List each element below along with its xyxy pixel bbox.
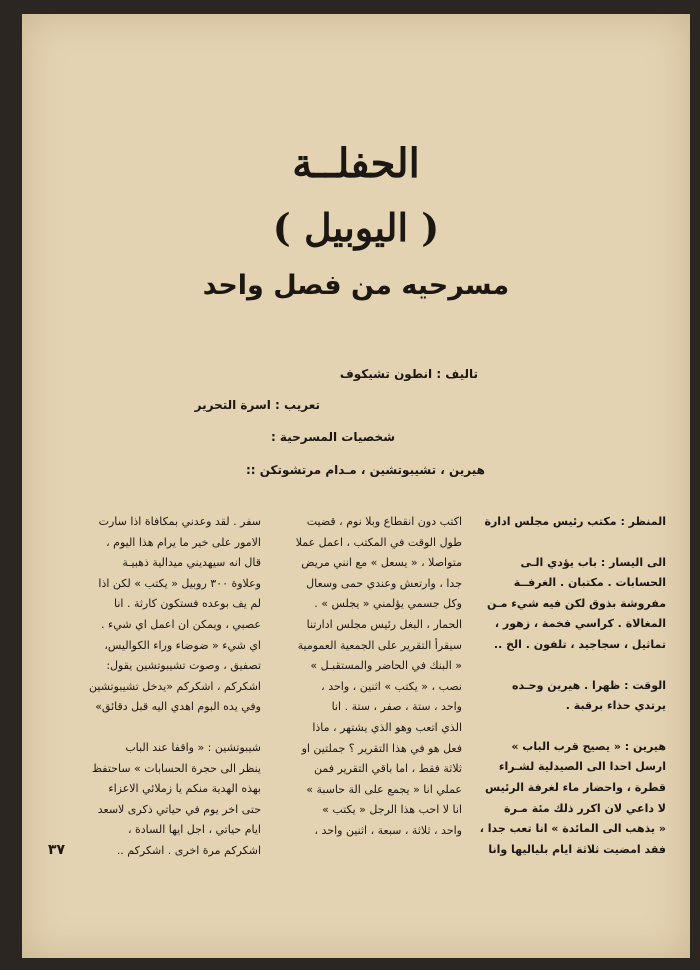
text-line: وكل جسمي يؤلمني « يجلس » . <box>314 597 462 611</box>
paragraph-gap <box>472 656 666 676</box>
characters-list: هيرين ، تشيبوتشين ، مـدام مرتشوتكن :: <box>245 463 485 477</box>
text-line: الحسابات . مكتبان . الغرفــة <box>513 576 666 590</box>
text-line: قال انه سيهديني ميدالية ذهبيـة <box>122 556 261 570</box>
text-column-1 <box>472 512 666 860</box>
paragraph-gap <box>69 718 261 738</box>
text-line: اي شيء « ضوضاء وراء الكواليس، <box>104 638 261 652</box>
text-line: المنظر : مكتب رئيس مجلس ادارة <box>484 515 666 528</box>
text-line: مفروشة بذوق لكن فيه شيء مـن <box>486 596 666 610</box>
text-line: « البنك في الحاضر والمستقبـل » <box>310 659 462 673</box>
text-line: ايام حياتي ، اجل ايها السادة ، <box>127 823 261 837</box>
text-line: المغالاة . كراسي فخمة ، زهور ، <box>494 617 666 631</box>
text-line: عملي انا « يجمع على الة حاسبة » <box>306 782 462 796</box>
paragraph-gap <box>472 533 666 553</box>
text-line: لا داعي لان اكرر ذلك مئة مـرة <box>503 801 666 815</box>
text-line: بهذه الهدية منكم يا زملائي الاعزاء <box>108 782 261 796</box>
text-line: ثلاثة فقط ، اما باقي التقرير فمن <box>313 762 462 776</box>
text-line: وعلاوة ٣٠٠ روبيل « يكتب » لكن اذا <box>98 576 261 590</box>
text-line: حتى اخر يوم في حياتي ذكرى لاسعد <box>97 802 261 816</box>
text-line: لم يف بوعده فستكون كارثة . انا <box>114 597 261 611</box>
text-line: سيقرأ التقرير على الجمعية العمومية <box>297 638 462 652</box>
text-line: متواصلا ، « يسعل » مع انني مريض <box>301 556 462 570</box>
adaptation-credit: تعريب : اسرة التحرير <box>194 398 320 412</box>
text-line: طول الوقت في المكتب ، اعمل عملا <box>295 535 462 549</box>
text-line: الوقت : ظهرا . هيرين وحـده <box>512 678 666 692</box>
text-line: الى اليسار : باب يؤدي الـى <box>520 555 666 569</box>
text-line: تماثيل ، سجاجيد ، تلفون . الخ .. <box>493 637 666 651</box>
play-subtitle: ( اليوبيل ) <box>272 205 440 250</box>
text-line: الذي اتعب وهو الذي يشتهر ، ماذا <box>312 720 462 734</box>
text-line: يرتدي حذاء برقبة . <box>565 699 666 713</box>
text-line: واحد ، ستة ، صفر ، ستة . انا <box>331 700 462 714</box>
text-line: ينظر الى حجرة الحسابات » ساحتفظ <box>91 761 261 775</box>
text-line: الحمار ، البغل رئيس مجلس ادارتنا <box>306 617 462 631</box>
text-line: ارسل احدا الى الصيدلية لشـراء <box>498 760 666 774</box>
text-line: « يذهب الى المائدة » انا تعب جدا ، <box>479 822 666 836</box>
text-line: نصب ، « يكتب » اثنين ، واحد ، <box>321 679 462 693</box>
text-line: فقد امضيت ثلاثة ايام بلياليها وانا <box>488 842 666 856</box>
text-column-2 <box>268 512 462 842</box>
text-line: واحد ، ثلاثة ، سبعة ، اثنين واحد ، <box>314 823 462 837</box>
text-line: سفر . لقد وعدني بمكافاة اذا سارت <box>98 515 261 528</box>
text-line: الامور على خير ما يرام هذا اليوم ، <box>106 535 261 549</box>
text-line: هيرين : « يصيح قرب الباب » <box>511 739 666 753</box>
text-line: وفي يده البوم اهدي اليه قبل دقائق» <box>95 700 261 714</box>
characters-heading: شخصيات المسرحية : <box>270 430 395 444</box>
text-column-3 <box>69 512 261 862</box>
play-title: الحفلــة <box>292 140 420 187</box>
page-number: ٣٧ <box>48 842 66 858</box>
text-line: فعل هو في هذا التقرير ؟ جملتين او <box>301 741 462 755</box>
text-line: انا لا احب هذا الرجل « يكتب » <box>322 803 462 817</box>
text-line: اشكركم مرة اخرى . اشكركم .. <box>116 843 261 857</box>
text-line: جدا ، وارتعش وعندي حمى وسعال <box>306 576 462 590</box>
play-description: مسرحيه من فصل واحد <box>202 270 510 301</box>
text-line: قطرة ، واحضار ماء لغرفة الرئيس <box>485 780 666 794</box>
text-line: تصفيق ، وصوت تشيبوتشين يقول: <box>106 659 261 673</box>
text-line: عصبي ، ويمكن ان اعمل اي شيء . <box>101 617 261 631</box>
text-line: شيبوتشين : « واقفا عند الباب <box>125 740 261 754</box>
author-credit: تاليف : انطون تشيكوف <box>339 367 478 381</box>
text-line: اشكركم ، اشكركم «يدخل تشيبوتشين <box>89 679 261 693</box>
paragraph-gap <box>472 717 666 737</box>
text-line: اكتب دون انقطاع وبلا نوم ، قضيت <box>306 515 462 528</box>
magazine-page <box>22 14 690 958</box>
